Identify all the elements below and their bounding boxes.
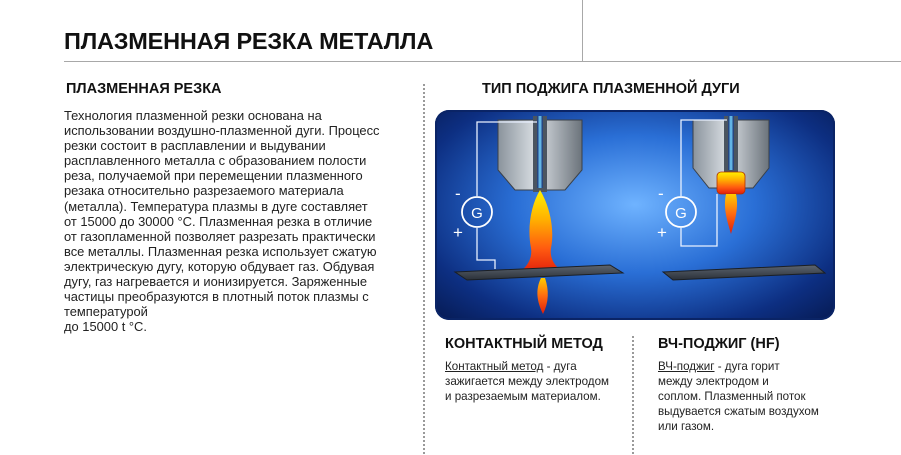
contact-minus-sign: -	[455, 184, 461, 203]
contact-plasma-flame	[517, 190, 567, 274]
ignition-diagram	[435, 110, 835, 320]
contact-desc-line	[445, 359, 627, 374]
hf-desc-line: соплом. Плазменный поток	[658, 390, 806, 404]
description-line: до 15000 t °C.	[64, 319, 147, 335]
hf-ignition-description	[658, 359, 848, 434]
hf-desc-line	[658, 359, 848, 374]
contact-method-term: Контактный метод	[445, 360, 544, 373]
hf-plus-sign: +	[657, 223, 667, 242]
method-divider-dotted	[632, 336, 634, 454]
ignition-diagram-panel	[435, 110, 835, 320]
title-divider	[64, 61, 901, 62]
description-line: Технология плазменной резки основана на	[64, 108, 322, 123]
description-line: от газопламенной позволяет разрезать практически	[64, 228, 376, 244]
hf-generator-label: G	[675, 205, 687, 222]
plasma-cutting-description	[64, 108, 416, 334]
hf-workpiece-plate	[663, 265, 825, 280]
contact-generator-label: G	[471, 205, 483, 222]
hf-nozzle-arc-glow	[717, 172, 745, 194]
hf-plasma-jet	[725, 194, 737, 234]
contact-molten-jet	[537, 278, 547, 314]
description-line: реза, получаемой при перемещении плазменного	[64, 168, 363, 184]
description-line: от 15000 до 30000 °C. Плазменная резка в отличие	[64, 213, 373, 229]
contact-method-torch	[498, 116, 582, 192]
hf-ignition-title: ВЧ-ПОДЖИГ (HF)	[658, 336, 780, 352]
contact-desc-line: и разрезаемым материалом.	[445, 390, 601, 404]
hf-minus-sign: -	[658, 184, 664, 203]
page-title: ПЛАЗМЕННАЯ РЕЗКА МЕТАЛЛА	[64, 28, 434, 54]
hf-desc-line: или газом.	[658, 420, 715, 434]
description-line: частицы преобразуются в плотный поток плазмы с	[64, 289, 369, 305]
description-line: дугу, газ нагревается и ионизируется. Заряженные	[64, 274, 368, 290]
contact-method-description	[445, 359, 627, 404]
contact-plus-sign: +	[453, 223, 463, 242]
hf-desc-line: выдувается сжатым воздухом	[658, 405, 819, 419]
ignition-types-heading: ТИП ПОДЖИГА ПЛАЗМЕННОЙ ДУГИ	[482, 81, 740, 97]
description-line: (металла). Температура плазмы в дуге составляет	[64, 198, 368, 214]
description-line: электрическую дугу, которую обдувает газ. Обдувая	[64, 258, 375, 274]
hf-desc-line: между электродом и	[658, 375, 769, 389]
description-line: резки состоит в расплавлении и выдувании	[64, 138, 326, 154]
plasma-cutting-heading: ПЛАЗМЕННАЯ РЕЗКА	[66, 81, 222, 97]
contact-desc-rest: - дуга	[543, 360, 577, 373]
hf-ignition-term: ВЧ-поджиг	[658, 360, 715, 373]
description-line: все металлы. Плазменная резка использует сжатую	[64, 243, 377, 259]
contact-method-title: КОНТАКТНЫЙ МЕТОД	[445, 336, 603, 352]
description-line: температурой	[64, 304, 148, 320]
column-divider-dotted	[423, 84, 425, 454]
description-line: использовании воздушно-плазменной дуги. Процесс	[64, 123, 380, 139]
description-line: расплавленного металла с образованием полости	[64, 153, 367, 169]
hf-desc-rest: - дуга горит	[714, 360, 780, 373]
description-line: резака относительно разрезаемого материала	[64, 183, 344, 199]
header-divider-vertical	[582, 0, 583, 61]
contact-desc-line: зажигается между электродом	[445, 375, 609, 389]
